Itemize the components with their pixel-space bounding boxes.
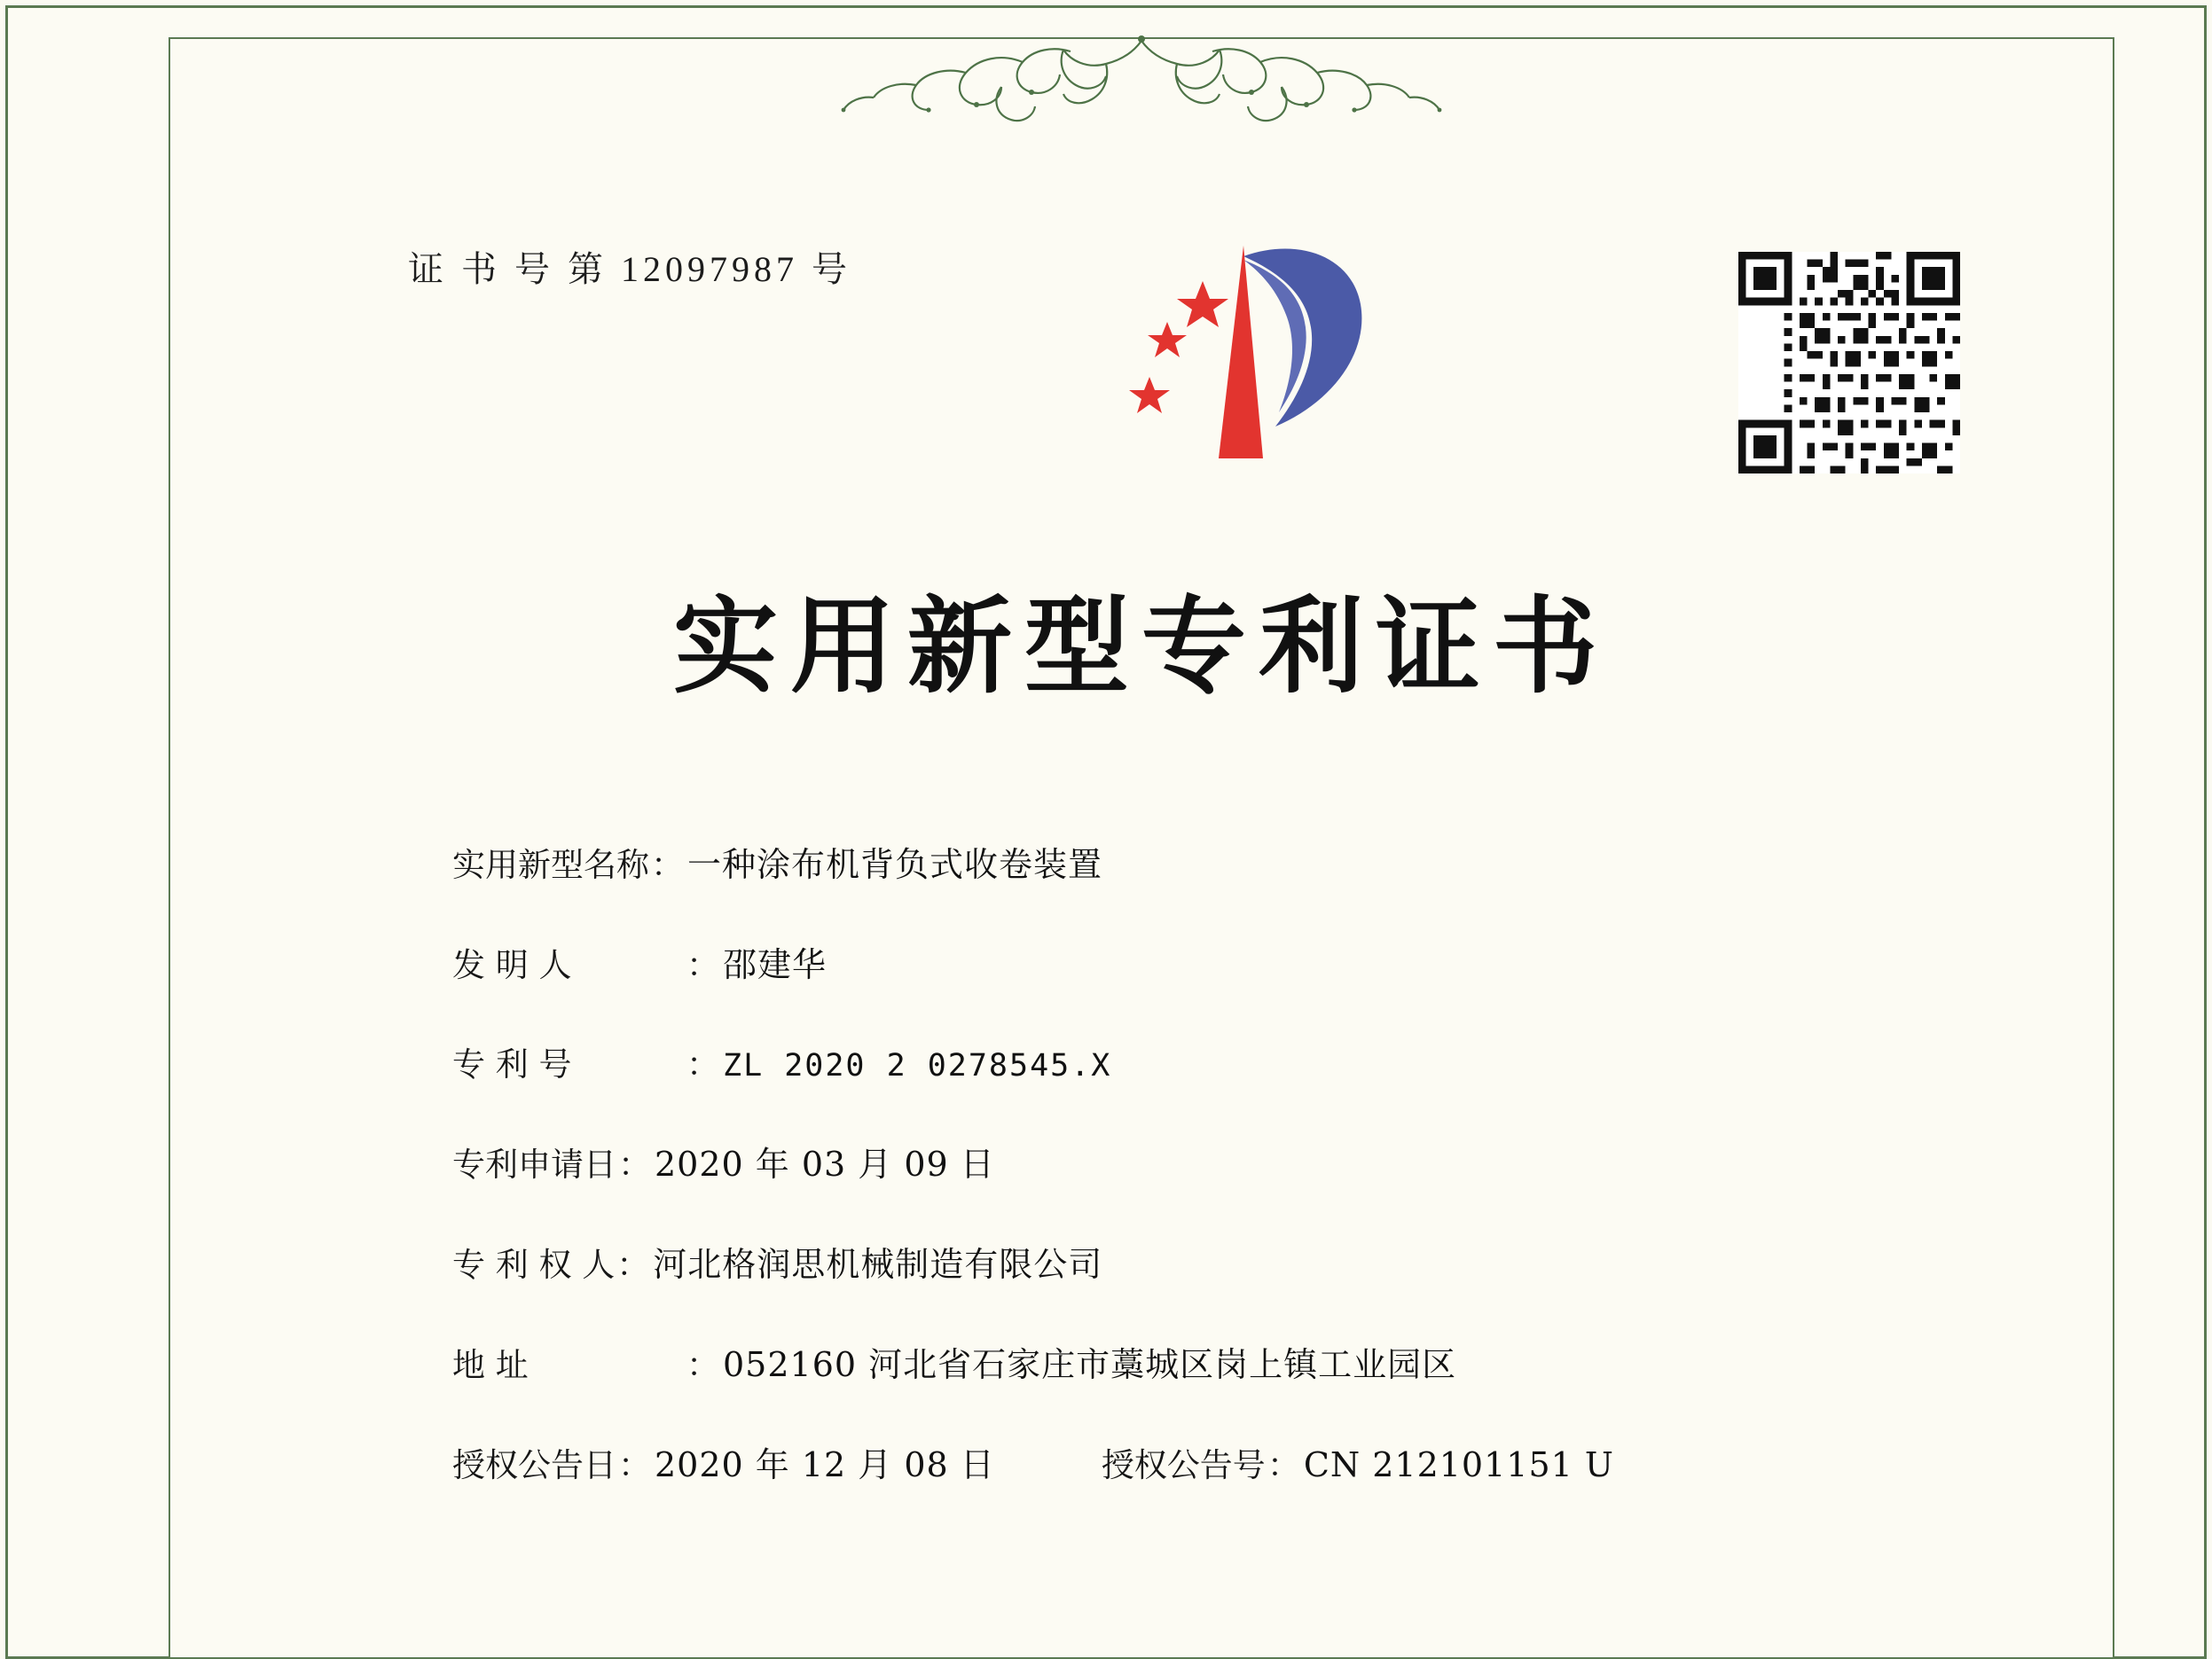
certificate-number: 证 书 号 第 12097987 号 [408, 249, 851, 289]
field-grant-row [452, 1437, 1953, 1486]
patent-emblem-icon [1110, 230, 1403, 487]
grant-number-value: CN 212101151 U [1303, 1445, 1614, 1484]
field-address [452, 1337, 1953, 1386]
field-label: 实用新型名称 [452, 846, 649, 884]
field-patentee [452, 1237, 1953, 1286]
field-patent-number [452, 1037, 1953, 1085]
field-label: 发 明 人 [452, 946, 572, 984]
field-colon: ： [686, 1346, 719, 1384]
grant-date-value: 2020 年 12 月 08 日 [655, 1445, 995, 1484]
field-value: ZL 2020 2 0278545.X [723, 1048, 1112, 1084]
grant-date-label: 授权公告日 [452, 1446, 616, 1484]
field-colon: ： [616, 1246, 650, 1284]
field-label: 专 利 权 人 [452, 1246, 616, 1284]
field-application-date [452, 1137, 1953, 1186]
qr-code [1738, 252, 1960, 473]
field-colon: ： [618, 1146, 651, 1184]
field-colon: ： [686, 946, 719, 984]
field-inventor [452, 937, 1953, 986]
field-colon: ： [1267, 1446, 1300, 1484]
field-colon: ： [651, 846, 684, 884]
field-value: 2020 年 03 月 09 日 [655, 1145, 995, 1184]
field-colon: ： [686, 1045, 719, 1084]
field-label: 专 利 号 [452, 1045, 572, 1084]
page-title: 实用新型专利证书 [672, 584, 1610, 708]
field-label: 地 址 [452, 1346, 529, 1384]
field-value: 邵建华 [723, 945, 828, 984]
field-label: 专利申请日 [452, 1146, 616, 1184]
grant-number-label: 授权公告号 [1101, 1446, 1266, 1484]
filigree-ornament [804, 34, 1479, 140]
field-value: 一种涂布机背负式收卷装置 [687, 845, 1103, 884]
field-utility-model-name [452, 837, 1953, 886]
fields-list [452, 837, 1953, 1486]
inner-border [169, 37, 2114, 1659]
field-value: 052160 河北省石家庄市藁城区岗上镇工业园区 [723, 1345, 1457, 1384]
field-colon: ： [618, 1446, 651, 1484]
field-value: 河北格润思机械制造有限公司 [653, 1245, 1103, 1284]
